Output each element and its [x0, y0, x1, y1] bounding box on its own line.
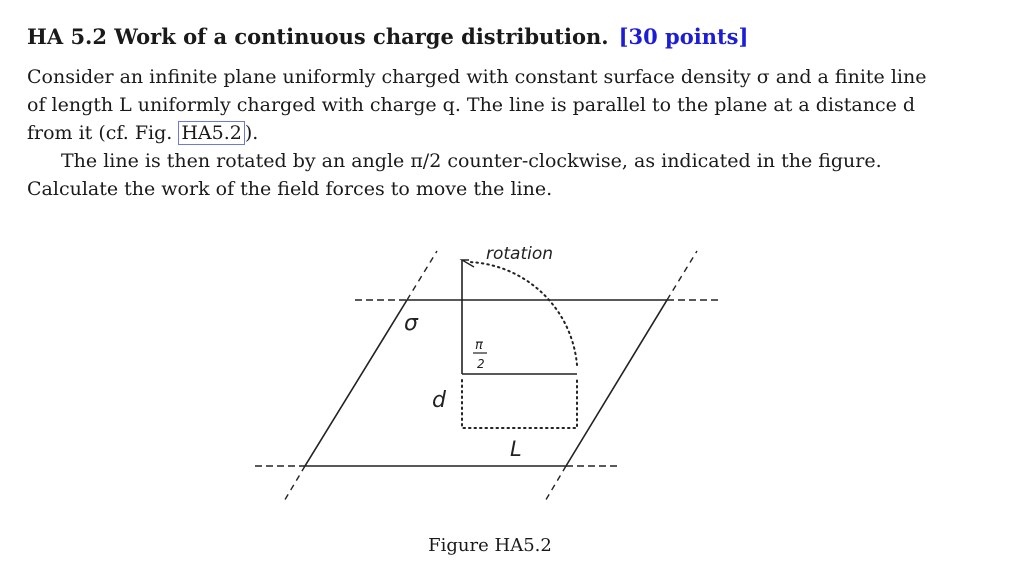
rotation-arrowhead — [462, 260, 474, 267]
rotation-arc — [469, 262, 577, 365]
paragraph-line-3-end: ). — [244, 122, 259, 144]
plane-edge-extension-lower-right — [544, 466, 566, 503]
paragraph-line-4: The line is then rotated by an angle π/2 counter-clockwise, as indicated in the figure. — [61, 150, 882, 172]
sigma-label: σ — [404, 311, 418, 336]
figure-reference-link[interactable]: HA5.2 — [178, 121, 245, 145]
plane-edge-extension-upper-right — [667, 251, 697, 300]
paragraph-line-2: of length L uniformly charged with charge q. The line is parallel to the plane at a distance d — [27, 94, 916, 116]
projection-rectangle — [462, 380, 577, 428]
paragraph-line-1: Consider an infinite plane uniformly charged with constant surface density σ and a finite line — [27, 66, 927, 88]
paragraph-line-5: Calculate the work of the field forces to move the line. — [27, 178, 553, 200]
figure-caption: Figure HA5.2 — [428, 535, 552, 556]
plane-edge-extension-lower-left — [283, 466, 305, 503]
plane-edge-extension-upper-left — [407, 251, 437, 300]
angle-denominator: 2 — [477, 357, 485, 371]
length-label: L — [510, 437, 522, 461]
rotation-label: rotation — [486, 244, 554, 264]
angle-numerator: π — [475, 338, 483, 353]
distance-label: d — [432, 388, 446, 413]
problem-title: HA 5.2 Work of a continuous charge distribution. — [27, 24, 609, 49]
problem-points: [30 points] — [618, 24, 749, 49]
charged-plane — [305, 300, 667, 466]
paragraph-line-3-text: from it (cf. Fig. — [27, 122, 179, 144]
